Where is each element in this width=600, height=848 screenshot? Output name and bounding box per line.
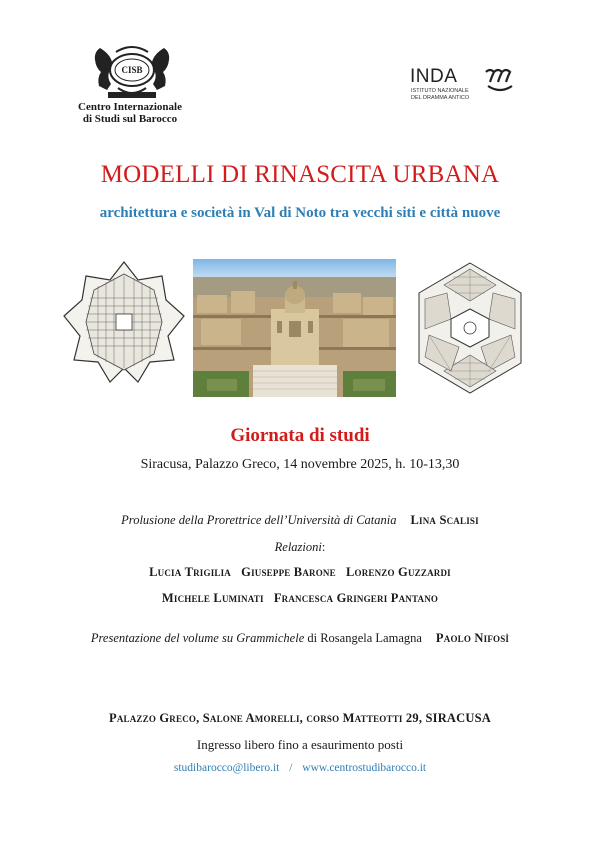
cisb-emblem-icon <box>86 40 178 100</box>
inda-sub-line2: DEL DRAMMA ANTICO <box>411 94 470 101</box>
email-link[interactable]: studibarocco@libero.it <box>173 762 280 774</box>
prolusion-text: Prolusione della Prorettrice dell’Università di Catania <box>121 513 397 527</box>
speakers-row-1 <box>0 565 600 580</box>
cisb-name-line1: Centro Internazionale <box>78 101 182 113</box>
town-photo-image <box>193 259 396 397</box>
presentation-line <box>0 631 600 646</box>
fortress-plan-image <box>62 258 187 386</box>
relazioni-label: Relazioni <box>274 540 322 554</box>
inda-sub-line1: ISTITUTO NAZIONALE <box>411 88 469 94</box>
website-link[interactable]: www.centrostudibarocco.it <box>302 762 427 774</box>
entry-note: Ingresso libero fino a esaurimento posti <box>196 737 404 752</box>
speaker-name: Lorenzo Guzzardi <box>345 565 451 579</box>
relazioni-heading <box>0 540 600 555</box>
inda-mask-icon <box>482 66 518 94</box>
presentation-speaker: Paolo Nifosì <box>435 631 510 645</box>
inda-logo-text: INDA <box>410 66 458 87</box>
speaker-name: Michele Luminati <box>161 591 264 605</box>
event-type: Giornata di studi <box>230 425 370 446</box>
presentation-text: Presentazione del volume su Grammichele <box>90 631 305 645</box>
page-subtitle: architettura e società in Val di Noto tra vecchi siti e città nuove <box>99 205 501 221</box>
venue-date: Siracusa, Palazzo Greco, 14 novembre 2025, h. 10-13,30 <box>140 457 460 472</box>
prolusion-speaker: Lina Scalisi <box>410 513 479 527</box>
speaker-name: Lucia Trigilia <box>149 565 232 579</box>
speaker-name: Francesca Gringeri Pantano <box>273 591 439 605</box>
hexagonal-town-plan-image <box>401 259 539 397</box>
inda-subtitle <box>411 88 469 101</box>
page-title: MODELLI DI RINASCITA URBANA <box>100 161 500 188</box>
relazioni-colon: : <box>321 540 326 554</box>
cisb-name <box>62 101 198 125</box>
presentation-author: di Rosangela Lamagna <box>307 631 422 645</box>
contact-line <box>0 762 600 774</box>
speakers-row-2 <box>0 591 600 606</box>
speaker-name: Giuseppe Barone <box>241 565 336 579</box>
cisb-name-line2: di Studi sul Barocco <box>82 113 178 125</box>
contact-separator: / <box>289 762 293 774</box>
cisb-emblem-text: CISB <box>121 65 143 75</box>
prolusion-line <box>0 513 600 528</box>
location-address: Palazzo Greco, Salone Amorelli, corso Matteotti 29, SIRACUSA <box>109 711 491 725</box>
